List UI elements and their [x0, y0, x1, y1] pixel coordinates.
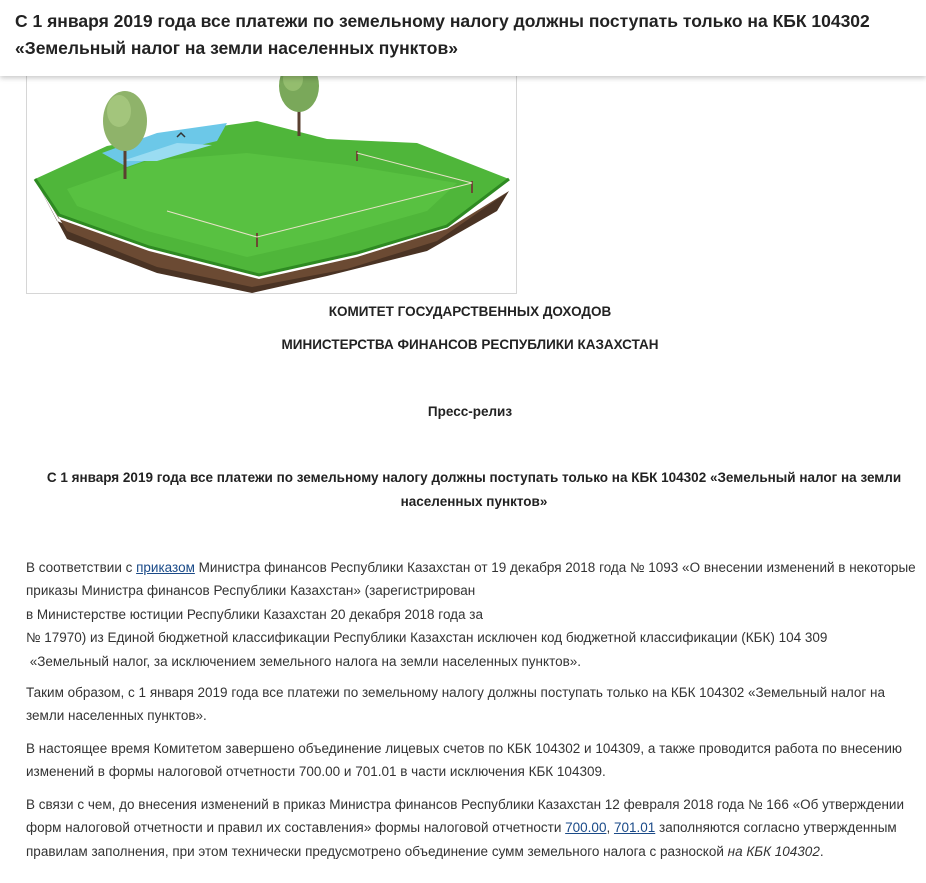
form-700-link[interactable]: 700.00 — [565, 820, 607, 836]
page-title: С 1 января 2019 года все платежи по земельному налогу должны поступать только на КБК 104302 «Земельный налог на земли населенных пунктов» — [15, 11, 870, 58]
page-header — [0, 0, 926, 76]
land-plot-image — [26, 60, 517, 294]
paragraph-2: Таким образом, с 1 января 2019 года все платежи по земельному налогу должны поступать только на КБК 104302 «Земельный налог на земли населенных пунктов». — [26, 685, 885, 724]
land-plot-illustration — [27, 61, 516, 293]
paragraph-4 — [26, 793, 916, 863]
form-701-link[interactable]: 701.01 — [613, 820, 656, 836]
p1-line3: № 17970) из Единой бюджетной классификации Республики Казахстан исключен код бюджетной классификации (КБК) 104 309 — [26, 630, 828, 646]
org-name-line2: МИНИСТЕРСТВА ФИНАНСОВ РЕСПУБЛИКИ КАЗАХСТАН — [281, 337, 659, 352]
p4-text-before: В связи с чем, до внесения изменений в приказ Министра финансов Республики Казахстан 12 февраля 2018 года № 166 «Об утверждении форм налоговой отчетности и правил их составления» формы налоговой отчетности — [26, 797, 904, 836]
article-subtitle: С 1 января 2019 года все платежи по земельному налогу должны поступать только на КБК 104302 «Земельный налог на земли населенных пунктов» — [46, 470, 902, 509]
p4-separator: , — [606, 820, 614, 836]
press-release-label: Пресс-релиз — [427, 404, 513, 419]
paragraph-3: В настоящее время Комитетом завершено объединение лицевых счетов по КБК 104302 и 104309, а также проводится работа по внесению изменений в формы налоговой отчетности 700.00 и 701.01 в части исключения КБК 104309. — [26, 741, 903, 780]
p4-text-after: заполняются согласно утвержденным правилам заполнения, при этом технически предусмотрено объединение сумм земельного налога с разноской — [26, 820, 897, 859]
p1-line2: в Министерстве юстиции Республики Казахстан 20 декабря 2018 года за — [26, 606, 483, 622]
p1-text-before: В соответствии с — [26, 560, 137, 575]
org-name-line1: КОМИТЕТ ГОСУДАРСТВЕННЫХ ДОХОДОВ — [328, 304, 612, 319]
p1-line4: «Земельный налог, за исключением земельного налога на земли населенных пунктов». — [26, 653, 582, 669]
paragraph-1 — [26, 556, 916, 673]
p4-italic-kbk: на КБК 104302 — [727, 843, 820, 859]
order-link[interactable]: приказом — [136, 560, 195, 575]
p1-text-after: Министра финансов Республики Казахстан от 19 декабря 2018 года № 1093 «О внесении изменений в некоторые приказы Министра финансов Республики Казахстан» (зарегистрирован — [26, 560, 916, 599]
p4-end: . — [819, 843, 824, 859]
